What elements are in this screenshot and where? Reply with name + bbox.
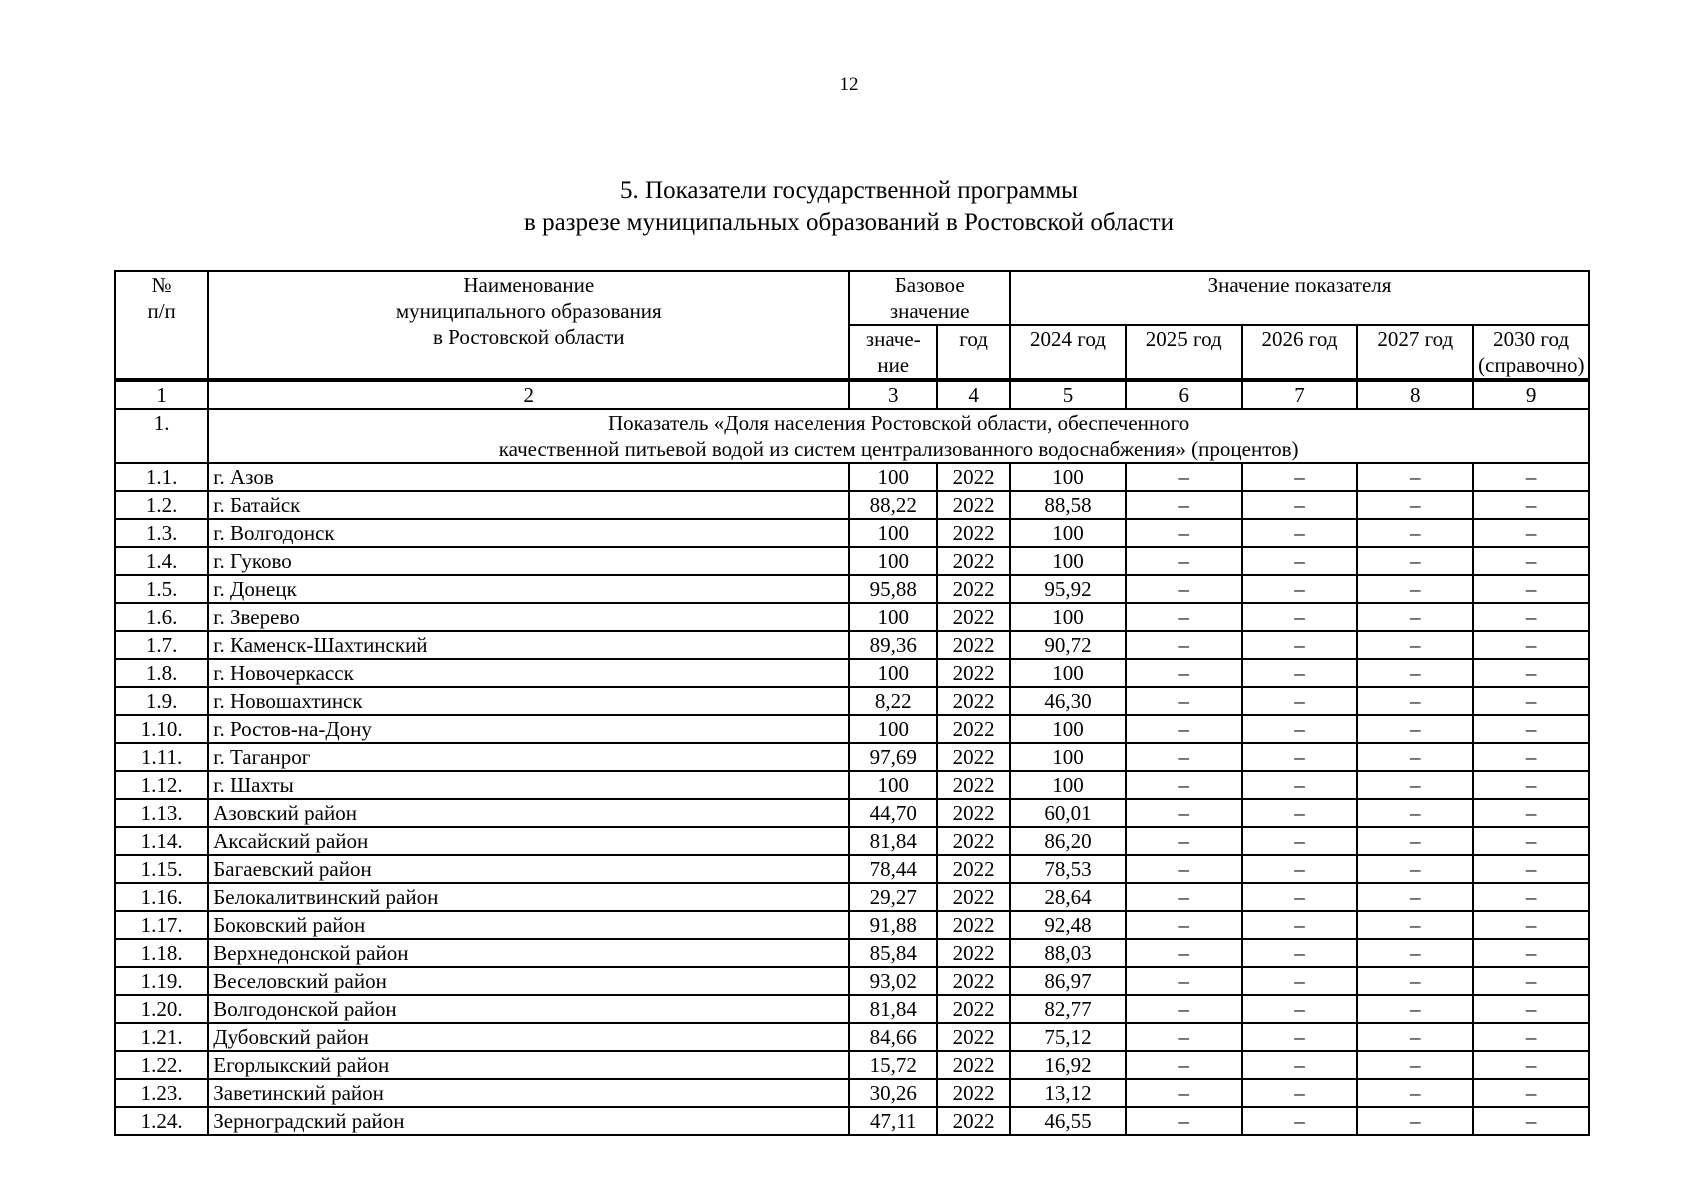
row-base-value: 100 [849, 547, 937, 575]
row-name: Дубовский район [208, 1023, 849, 1051]
column-number: 3 [849, 380, 937, 409]
table-row [115, 855, 1589, 883]
row-value-2024: 92,48 [1010, 911, 1126, 939]
row-base-value: 88,22 [849, 491, 937, 519]
row-name: Азовский район [208, 799, 849, 827]
row-value-2030: – [1473, 771, 1589, 799]
row-base-year: 2022 [937, 687, 1010, 715]
row-base-value: 8,22 [849, 687, 937, 715]
row-num: 1.18. [115, 939, 208, 967]
row-name: Егорлыкский район [208, 1051, 849, 1079]
row-value-2030: – [1473, 603, 1589, 631]
row-value-2025: – [1126, 715, 1242, 743]
row-num: 1.16. [115, 883, 208, 911]
row-value-2024: 46,55 [1010, 1107, 1126, 1135]
table-row [115, 967, 1589, 995]
column-number: 6 [1126, 380, 1242, 409]
row-value-2025: – [1126, 1079, 1242, 1107]
table-row [115, 1107, 1589, 1135]
row-base-year: 2022 [937, 939, 1010, 967]
header-year-2027: 2027 год [1357, 325, 1473, 380]
indicators-table [114, 270, 1590, 1136]
title-line-1: 5. Показатели государственной программы [620, 177, 1078, 204]
header-base: Базовое значение [849, 271, 1010, 325]
row-num: 1.19. [115, 967, 208, 995]
row-num: 1.3. [115, 519, 208, 547]
row-value-2024: 75,12 [1010, 1023, 1126, 1051]
row-value-2026: – [1242, 771, 1358, 799]
row-base-year: 2022 [937, 463, 1010, 491]
row-base-year: 2022 [937, 659, 1010, 687]
row-value-2027: – [1357, 855, 1473, 883]
row-value-2026: – [1242, 1023, 1358, 1051]
row-name: г. Ростов-на-Дону [208, 715, 849, 743]
row-value-2024: 90,72 [1010, 631, 1126, 659]
row-base-year: 2022 [937, 883, 1010, 911]
row-name: г. Азов [208, 463, 849, 491]
row-base-value: 100 [849, 463, 937, 491]
row-value-2030: – [1473, 855, 1589, 883]
row-num: 1.20. [115, 995, 208, 1023]
column-number: 7 [1242, 380, 1358, 409]
row-base-value: 44,70 [849, 799, 937, 827]
row-value-2027: – [1357, 491, 1473, 519]
page-number: 12 [839, 74, 859, 95]
column-number: 2 [208, 380, 849, 409]
row-num: 1.14. [115, 827, 208, 855]
row-value-2027: – [1357, 827, 1473, 855]
table-row [115, 827, 1589, 855]
row-base-year: 2022 [937, 1051, 1010, 1079]
row-value-2030: – [1473, 995, 1589, 1023]
row-num: 1.12. [115, 771, 208, 799]
row-value-2026: – [1242, 463, 1358, 491]
row-base-value: 95,88 [849, 575, 937, 603]
row-value-2027: – [1357, 883, 1473, 911]
row-base-year: 2022 [937, 519, 1010, 547]
row-value-2027: – [1357, 939, 1473, 967]
table-row [115, 1051, 1589, 1079]
row-value-2026: – [1242, 827, 1358, 855]
row-base-value: 84,66 [849, 1023, 937, 1051]
row-value-2024: 13,12 [1010, 1079, 1126, 1107]
table-row [115, 715, 1589, 743]
row-base-value: 100 [849, 603, 937, 631]
row-value-2030: – [1473, 883, 1589, 911]
row-base-value: 47,11 [849, 1107, 937, 1135]
row-value-2025: – [1126, 547, 1242, 575]
row-value-2026: – [1242, 1051, 1358, 1079]
row-value-2024: 100 [1010, 547, 1126, 575]
row-value-2027: – [1357, 967, 1473, 995]
section-num: 1. [115, 409, 208, 463]
row-value-2024: 82,77 [1010, 995, 1126, 1023]
row-value-2025: – [1126, 463, 1242, 491]
row-value-2030: – [1473, 491, 1589, 519]
row-base-year: 2022 [937, 855, 1010, 883]
row-base-year: 2022 [937, 911, 1010, 939]
row-num: 1.22. [115, 1051, 208, 1079]
row-value-2024: 100 [1010, 463, 1126, 491]
row-name: г. Батайск [208, 491, 849, 519]
column-numbers-row [115, 380, 1589, 409]
row-base-year: 2022 [937, 575, 1010, 603]
row-base-year: 2022 [937, 1107, 1010, 1135]
row-value-2026: – [1242, 995, 1358, 1023]
row-base-value: 100 [849, 771, 937, 799]
table-row [115, 911, 1589, 939]
header-name: Наименование муниципального образования в Ростовской области [208, 271, 849, 380]
row-name: г. Шахты [208, 771, 849, 799]
row-value-2026: – [1242, 967, 1358, 995]
row-name: г. Волгодонск [208, 519, 849, 547]
header-base-year: год [937, 325, 1010, 380]
row-value-2030: – [1473, 659, 1589, 687]
header-year-2030: 2030 год (справочно) [1473, 325, 1589, 380]
table-row [115, 883, 1589, 911]
row-name: Зерноградский район [208, 1107, 849, 1135]
row-value-2025: – [1126, 491, 1242, 519]
row-num: 1.24. [115, 1107, 208, 1135]
row-value-2026: – [1242, 911, 1358, 939]
row-value-2026: – [1242, 855, 1358, 883]
column-number: 5 [1010, 380, 1126, 409]
row-value-2024: 88,03 [1010, 939, 1126, 967]
row-value-2024: 100 [1010, 715, 1126, 743]
row-name: г. Каменск-Шахтинский [208, 631, 849, 659]
row-base-year: 2022 [937, 603, 1010, 631]
column-number: 1 [115, 380, 208, 409]
row-value-2027: – [1357, 463, 1473, 491]
row-value-2024: 86,97 [1010, 967, 1126, 995]
row-value-2025: – [1126, 603, 1242, 631]
row-num: 1.5. [115, 575, 208, 603]
column-number: 8 [1357, 380, 1473, 409]
row-value-2030: – [1473, 687, 1589, 715]
row-base-value: 81,84 [849, 995, 937, 1023]
row-value-2027: – [1357, 771, 1473, 799]
table-row [115, 995, 1589, 1023]
table-row [115, 519, 1589, 547]
row-num: 1.23. [115, 1079, 208, 1107]
row-name: Верхнедонской район [208, 939, 849, 967]
row-value-2026: – [1242, 883, 1358, 911]
row-name: г. Донецк [208, 575, 849, 603]
row-value-2025: – [1126, 855, 1242, 883]
row-value-2026: – [1242, 1079, 1358, 1107]
row-value-2030: – [1473, 743, 1589, 771]
row-base-value: 89,36 [849, 631, 937, 659]
row-base-value: 30,26 [849, 1079, 937, 1107]
row-value-2025: – [1126, 631, 1242, 659]
table-row [115, 491, 1589, 519]
row-base-value: 29,27 [849, 883, 937, 911]
row-base-year: 2022 [937, 995, 1010, 1023]
row-value-2030: – [1473, 1107, 1589, 1135]
row-value-2024: 78,53 [1010, 855, 1126, 883]
table-row [115, 1023, 1589, 1051]
row-base-value: 97,69 [849, 743, 937, 771]
row-num: 1.15. [115, 855, 208, 883]
header-year-2026: 2026 год [1242, 325, 1358, 380]
row-value-2024: 28,64 [1010, 883, 1126, 911]
row-value-2024: 88,58 [1010, 491, 1126, 519]
row-value-2030: – [1473, 911, 1589, 939]
row-value-2025: – [1126, 771, 1242, 799]
table-row [115, 631, 1589, 659]
row-value-2027: – [1357, 911, 1473, 939]
row-num: 1.17. [115, 911, 208, 939]
row-name: г. Гуково [208, 547, 849, 575]
row-base-value: 100 [849, 659, 937, 687]
row-value-2026: – [1242, 715, 1358, 743]
row-value-2027: – [1357, 995, 1473, 1023]
row-value-2027: – [1357, 659, 1473, 687]
row-value-2030: – [1473, 1051, 1589, 1079]
row-value-2025: – [1126, 827, 1242, 855]
row-value-2026: – [1242, 743, 1358, 771]
row-value-2026: – [1242, 799, 1358, 827]
row-name: Белокалитвинский район [208, 883, 849, 911]
row-base-year: 2022 [937, 491, 1010, 519]
row-value-2026: – [1242, 631, 1358, 659]
row-value-2026: – [1242, 491, 1358, 519]
row-value-2030: – [1473, 1023, 1589, 1051]
row-value-2025: – [1126, 659, 1242, 687]
row-base-year: 2022 [937, 799, 1010, 827]
row-name: Аксайский район [208, 827, 849, 855]
row-base-value: 91,88 [849, 911, 937, 939]
row-value-2026: – [1242, 575, 1358, 603]
row-name: г. Таганрог [208, 743, 849, 771]
row-base-year: 2022 [937, 547, 1010, 575]
row-num: 1.1. [115, 463, 208, 491]
row-value-2024: 100 [1010, 659, 1126, 687]
row-value-2027: – [1357, 1107, 1473, 1135]
row-value-2027: – [1357, 1051, 1473, 1079]
row-value-2024: 100 [1010, 519, 1126, 547]
header-num: № п/п [115, 271, 208, 380]
row-value-2024: 100 [1010, 603, 1126, 631]
row-value-2025: – [1126, 1051, 1242, 1079]
row-name: Веселовский район [208, 967, 849, 995]
table-row [115, 939, 1589, 967]
row-value-2030: – [1473, 799, 1589, 827]
document-title [0, 175, 1698, 239]
row-value-2025: – [1126, 995, 1242, 1023]
row-value-2027: – [1357, 799, 1473, 827]
row-num: 1.21. [115, 1023, 208, 1051]
row-value-2026: – [1242, 1107, 1358, 1135]
row-base-value: 93,02 [849, 967, 937, 995]
header-year-2025: 2025 год [1126, 325, 1242, 380]
row-value-2030: – [1473, 1079, 1589, 1107]
row-base-year: 2022 [937, 967, 1010, 995]
row-base-year: 2022 [937, 1079, 1010, 1107]
row-value-2025: – [1126, 967, 1242, 995]
row-value-2030: – [1473, 827, 1589, 855]
section-row [115, 409, 1589, 463]
row-value-2030: – [1473, 967, 1589, 995]
row-base-value: 85,84 [849, 939, 937, 967]
row-value-2025: – [1126, 939, 1242, 967]
table-row [115, 1079, 1589, 1107]
row-value-2027: – [1357, 743, 1473, 771]
column-number: 4 [937, 380, 1010, 409]
row-num: 1.11. [115, 743, 208, 771]
row-value-2024: 95,92 [1010, 575, 1126, 603]
row-value-2025: – [1126, 1107, 1242, 1135]
row-name: Боковский район [208, 911, 849, 939]
row-value-2027: – [1357, 631, 1473, 659]
row-value-2030: – [1473, 715, 1589, 743]
row-base-value: 81,84 [849, 827, 937, 855]
row-value-2027: – [1357, 575, 1473, 603]
table-row [115, 743, 1589, 771]
row-name: г. Новочеркасск [208, 659, 849, 687]
row-value-2027: – [1357, 715, 1473, 743]
row-value-2027: – [1357, 687, 1473, 715]
row-value-2026: – [1242, 547, 1358, 575]
row-value-2030: – [1473, 519, 1589, 547]
row-value-2024: 100 [1010, 743, 1126, 771]
section-title: Показатель «Доля населения Ростовской области, обеспеченного качественной питьевой водой из систем централизованного водоснабжения» (процентов) [208, 409, 1589, 463]
row-value-2027: – [1357, 1023, 1473, 1051]
row-value-2026: – [1242, 939, 1358, 967]
row-value-2030: – [1473, 939, 1589, 967]
table-row [115, 547, 1589, 575]
table-row [115, 687, 1589, 715]
row-base-value: 78,44 [849, 855, 937, 883]
row-num: 1.6. [115, 603, 208, 631]
row-base-year: 2022 [937, 743, 1010, 771]
row-base-value: 100 [849, 519, 937, 547]
row-value-2024: 46,30 [1010, 687, 1126, 715]
row-value-2027: – [1357, 519, 1473, 547]
table-row [115, 799, 1589, 827]
row-value-2025: – [1126, 799, 1242, 827]
row-num: 1.13. [115, 799, 208, 827]
row-value-2030: – [1473, 547, 1589, 575]
header-indicator-value: Значение показателя [1010, 271, 1589, 325]
table-row [115, 771, 1589, 799]
column-number: 9 [1473, 380, 1589, 409]
table-row [115, 659, 1589, 687]
row-base-year: 2022 [937, 1023, 1010, 1051]
row-name: Заветинский район [208, 1079, 849, 1107]
row-name: г. Зверево [208, 603, 849, 631]
row-num: 1.8. [115, 659, 208, 687]
row-name: г. Новошахтинск [208, 687, 849, 715]
row-base-value: 100 [849, 715, 937, 743]
header-base-value: значе- ние [849, 325, 937, 380]
row-value-2026: – [1242, 519, 1358, 547]
row-base-value: 15,72 [849, 1051, 937, 1079]
row-value-2025: – [1126, 519, 1242, 547]
row-value-2025: – [1126, 575, 1242, 603]
row-name: Волгодонской район [208, 995, 849, 1023]
row-num: 1.4. [115, 547, 208, 575]
row-num: 1.7. [115, 631, 208, 659]
row-value-2024: 100 [1010, 771, 1126, 799]
row-base-year: 2022 [937, 771, 1010, 799]
row-num: 1.10. [115, 715, 208, 743]
row-value-2030: – [1473, 463, 1589, 491]
row-value-2024: 86,20 [1010, 827, 1126, 855]
row-value-2030: – [1473, 575, 1589, 603]
header-year-2024: 2024 год [1010, 325, 1126, 380]
row-value-2025: – [1126, 1023, 1242, 1051]
row-value-2027: – [1357, 603, 1473, 631]
row-value-2026: – [1242, 659, 1358, 687]
row-value-2026: – [1242, 687, 1358, 715]
row-value-2025: – [1126, 911, 1242, 939]
row-base-year: 2022 [937, 827, 1010, 855]
row-value-2024: 16,92 [1010, 1051, 1126, 1079]
row-base-year: 2022 [937, 715, 1010, 743]
row-num: 1.2. [115, 491, 208, 519]
row-value-2030: – [1473, 631, 1589, 659]
row-num: 1.9. [115, 687, 208, 715]
row-value-2027: – [1357, 1079, 1473, 1107]
table-row [115, 575, 1589, 603]
row-value-2024: 60,01 [1010, 799, 1126, 827]
row-value-2025: – [1126, 743, 1242, 771]
table-row [115, 603, 1589, 631]
row-value-2027: – [1357, 547, 1473, 575]
row-value-2025: – [1126, 883, 1242, 911]
row-base-year: 2022 [937, 631, 1010, 659]
title-line-2: в разрезе муниципальных образований в Ростовской области [524, 209, 1174, 236]
row-value-2025: – [1126, 687, 1242, 715]
row-name: Багаевский район [208, 855, 849, 883]
table-row [115, 463, 1589, 491]
row-value-2026: – [1242, 603, 1358, 631]
